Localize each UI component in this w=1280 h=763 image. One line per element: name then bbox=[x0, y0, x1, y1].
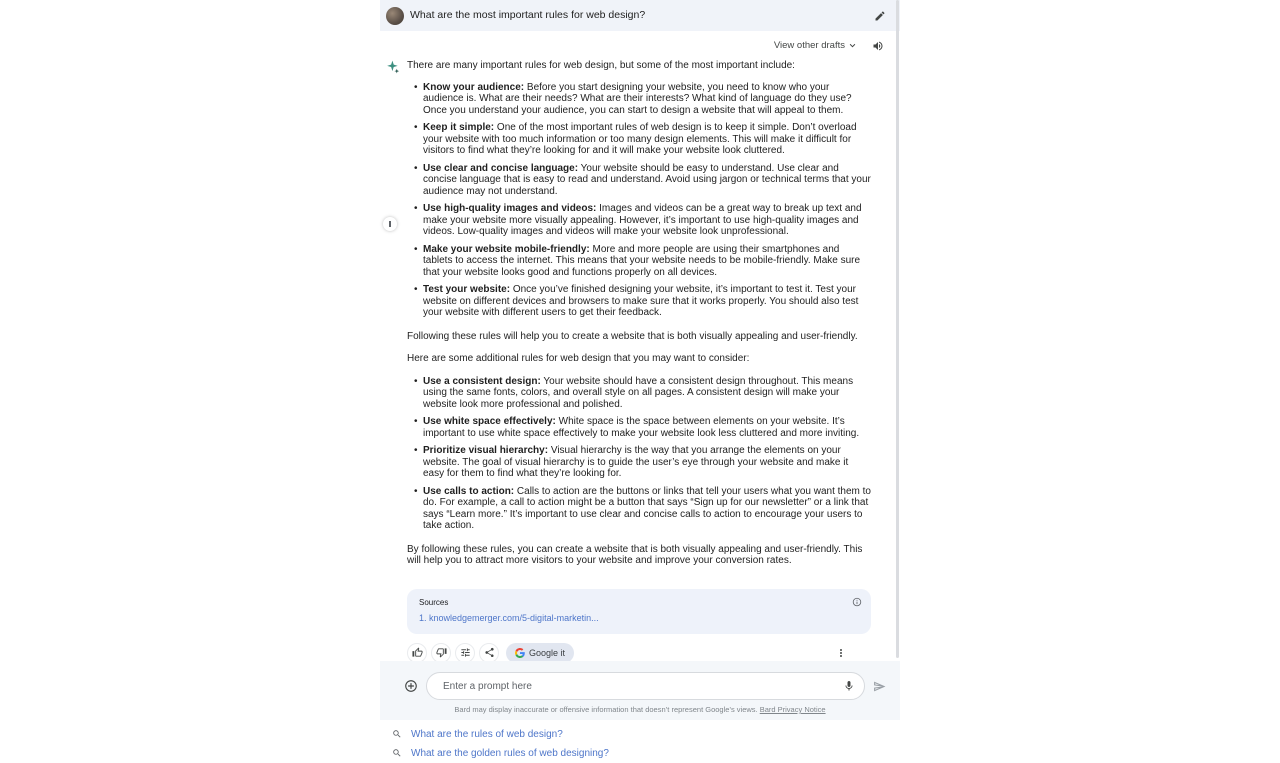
view-other-drafts-label: View other drafts bbox=[773, 40, 845, 51]
edit-prompt-button[interactable] bbox=[874, 10, 886, 22]
bard-response bbox=[380, 58, 900, 663]
view-other-drafts-button[interactable] bbox=[774, 40, 858, 51]
conversation-column bbox=[380, 0, 900, 763]
modify-response-button[interactable] bbox=[455, 643, 475, 663]
google-g-icon bbox=[515, 648, 525, 658]
scrollbar[interactable] bbox=[896, 0, 899, 658]
related-topic-link[interactable]: What are the golden rules of web designing? bbox=[392, 744, 900, 763]
response-paragraph: Following these rules will help you to create a website that is both visually appealing and user-friendly. bbox=[407, 330, 858, 342]
response-action-bar bbox=[407, 643, 871, 663]
marker-icon bbox=[389, 221, 391, 227]
more-vert-icon bbox=[835, 647, 847, 659]
google-it-button[interactable] bbox=[506, 643, 574, 663]
tune-icon bbox=[460, 647, 471, 658]
thumbs-up-icon bbox=[412, 647, 423, 658]
sources-info-button[interactable] bbox=[852, 597, 862, 607]
info-icon bbox=[852, 597, 862, 607]
additional-rules-list bbox=[407, 376, 871, 532]
pencil-icon bbox=[874, 10, 886, 22]
list-item: • Use white space effectively: White space is the space between elements on your website. It’s important to use white space effectively to make your website look less cluttered and more inviting. bbox=[423, 416, 871, 439]
composer-footer bbox=[380, 705, 900, 714]
sources-label: Sources bbox=[419, 597, 449, 607]
user-avatar bbox=[386, 7, 404, 25]
search-icon bbox=[392, 748, 402, 758]
prompt-input-pill bbox=[426, 672, 865, 700]
share-icon bbox=[484, 647, 495, 658]
microphone-icon bbox=[843, 680, 855, 692]
list-item: • Test your website: Once you’ve finished designing your website, it’s important to test it. Test your website on different devices and browsers to make sure that it works properly. You should also test your website with different users to get their feedback. bbox=[423, 284, 871, 319]
response-intro: There are many important rules for web design, but some of the most important include: bbox=[407, 60, 795, 71]
prompt-input[interactable] bbox=[441, 680, 843, 693]
drafts-row bbox=[380, 38, 900, 53]
user-prompt-text: What are the most important rules for web design? bbox=[410, 9, 646, 21]
plus-circle-icon bbox=[404, 679, 418, 693]
upload-button[interactable] bbox=[404, 679, 418, 693]
mic-button[interactable] bbox=[843, 680, 855, 692]
thumbs-up-button[interactable] bbox=[407, 643, 427, 663]
response-content bbox=[407, 58, 900, 663]
response-paragraph: Here are some additional rules for web design that you may want to consider: bbox=[407, 353, 750, 364]
list-item: • Use a consistent design: Your website should have a consistent design throughout. This means using the same fonts, colors, and overall style on all pages. A consistent design will make your website look more professional and polished. bbox=[423, 376, 871, 411]
composer-row bbox=[380, 661, 900, 700]
thumbs-down-icon bbox=[436, 647, 447, 658]
chevron-down-icon bbox=[847, 40, 858, 51]
list-item: • Prioritize visual hierarchy: Visual hierarchy is the way that you arrange the elements on your website. The goal of visual hierarchy is to guide the user’s eye through your website and make it easy for them to find what they’re looking for. bbox=[423, 445, 871, 480]
bard-sparkle-icon bbox=[386, 58, 407, 663]
thumbs-down-button[interactable] bbox=[431, 643, 451, 663]
floating-marker-button[interactable] bbox=[383, 217, 397, 231]
list-item: • Know your audience: Before you start designing your website, you need to know who your audience is. What are their needs? What are their interests? What kind of language do they use? Once you understand your audience, you can start to design a website that will appeal to them. bbox=[423, 82, 871, 117]
rules-list bbox=[407, 82, 871, 319]
list-item: • Use high-quality images and videos: Images and videos can be a great way to break up text and make your website more visually appealing. However, it’s important to use high-quality images and videos. Low-quality images and videos will make your website look unprofessional. bbox=[423, 203, 871, 238]
google-it-label: Google it bbox=[529, 647, 566, 658]
source-link[interactable]: 1. knowledgemerger.com/5-digital-marketin... bbox=[419, 613, 599, 623]
share-response-button[interactable] bbox=[479, 643, 499, 663]
disclaimer-text: Bard may display inaccurate or offensive information that doesn’t represent Google’s views. bbox=[454, 705, 758, 714]
send-icon bbox=[873, 680, 886, 693]
read-aloud-button[interactable] bbox=[872, 40, 884, 52]
list-item: • Use calls to action: Calls to action are the buttons or links that tell your users what you want them to do. For example, a call to action might be a button that says “Sign up for our newsletter” or a link that says “Learn more.” It’s important to use clear and concise calls to action to encourage your users to take action. bbox=[423, 486, 871, 532]
search-icon bbox=[392, 729, 402, 739]
list-item: • Make your website mobile-friendly: More and more people are using their smartphones and tablets to access the internet. This means that your website needs to be mobile-friendly. Make sure that your website looks good and functions properly on all devices. bbox=[423, 244, 871, 279]
send-button[interactable] bbox=[873, 680, 886, 693]
user-prompt-bar bbox=[380, 0, 900, 31]
more-options-button[interactable] bbox=[835, 647, 847, 659]
privacy-notice-link[interactable]: Bard Privacy Notice bbox=[759, 705, 826, 714]
list-item: • Use clear and concise language: Your website should be easy to understand. Use clear and concise language that is easy to read and understand. Avoid using jargon or technical terms that your audience may not understand. bbox=[423, 163, 871, 198]
response-paragraph: By following these rules, you can create a website that is both visually appealing and user-friendly. This will help you to attract more visitors to your website and improve your conversion rates. bbox=[407, 543, 863, 566]
related-topic-link[interactable]: What are the rules of web design? bbox=[392, 725, 900, 744]
list-item: • Keep it simple: One of the most important rules of web design is to keep it simple. Don’t overload your website with too much information or too many design elements. This will make it difficult for visitors to find what they’re looking for and it will make your website look cluttered. bbox=[423, 122, 871, 157]
sources-card bbox=[407, 589, 871, 634]
composer-section bbox=[380, 661, 900, 720]
speaker-icon bbox=[872, 40, 884, 52]
